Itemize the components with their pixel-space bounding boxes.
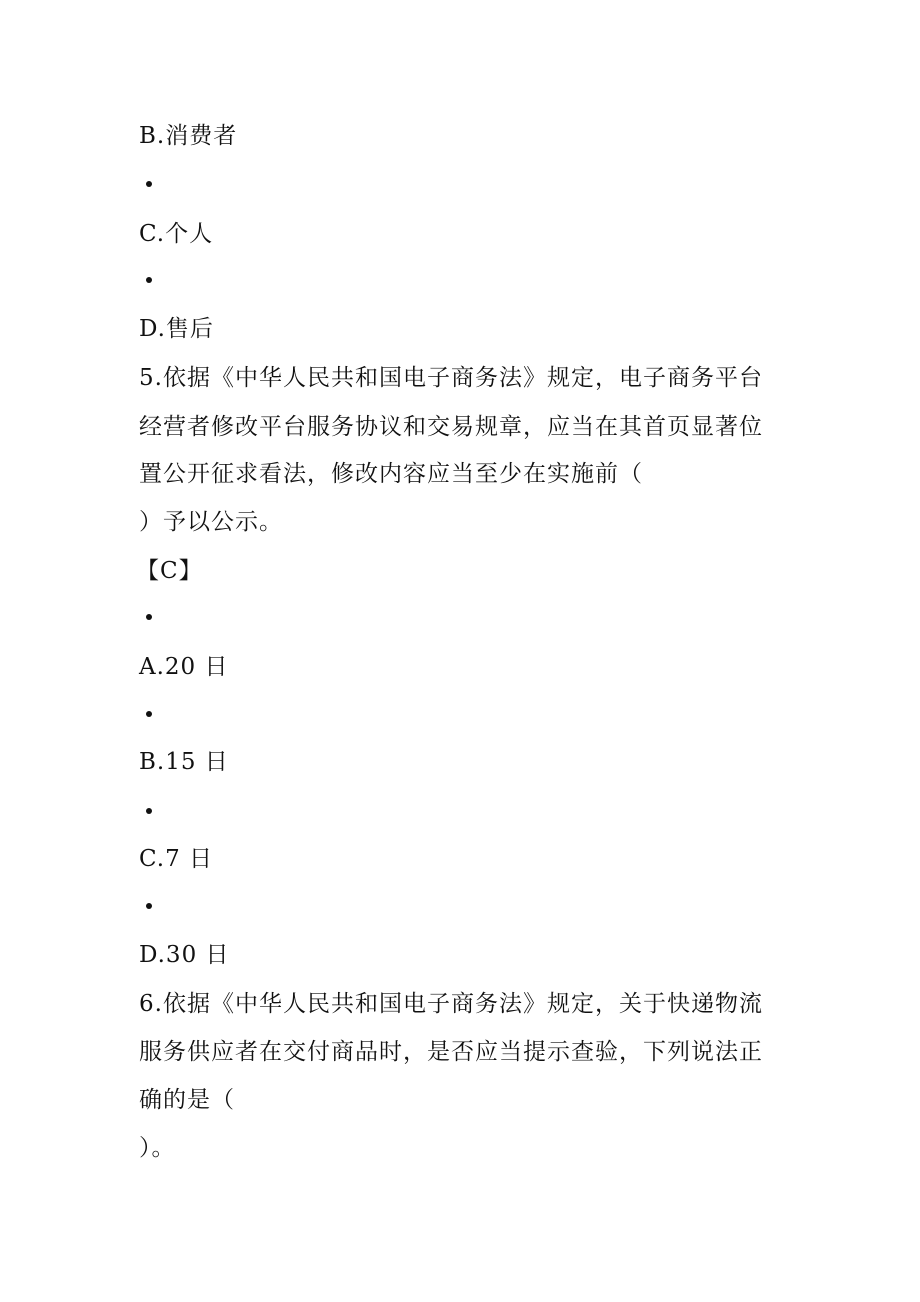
q5-stem-line-3: 置公开征求看法，修改内容应当至少在实施前（ <box>139 461 643 487</box>
q5-stem-line-1: 5.依据《中华人民共和国电子商务法》规定，电子商务平台 <box>139 365 763 391</box>
bullet-icon <box>146 808 152 814</box>
q4-option-c: C.个人 <box>139 221 214 247</box>
q5-option-c: C.7 日 <box>139 846 214 872</box>
q5-option-a: A.20 日 <box>139 654 229 680</box>
q4-option-d: D.售后 <box>139 316 214 342</box>
q5-option-b: B.15 日 <box>139 749 229 775</box>
bullet-icon <box>146 614 152 620</box>
bullet-icon <box>146 903 152 909</box>
q5-stem-line-2: 经营者修改平台服务协议和交易规章，应当在其首页显著位 <box>139 414 763 440</box>
q6-stem-line-1: 6.依据《中华人民共和国电子商务法》规定，关于快递物流 <box>139 991 763 1017</box>
q6-stem-line-2: 服务供应者在交付商品时，是否应当提示查验，下列说法正 <box>139 1039 763 1065</box>
q4-option-b: B.消费者 <box>139 123 238 149</box>
q6-stem-line-3: 确的是（ <box>139 1087 235 1113</box>
bullet-icon <box>146 711 152 717</box>
q5-stem-line-4: ）予以公示。 <box>139 509 283 535</box>
q6-stem-line-4: ）。 <box>139 1135 176 1161</box>
q5-option-d: D.30 日 <box>139 942 230 968</box>
bullet-icon <box>146 277 152 283</box>
q5-answer: 【C】 <box>136 558 203 584</box>
bullet-icon <box>146 181 152 187</box>
